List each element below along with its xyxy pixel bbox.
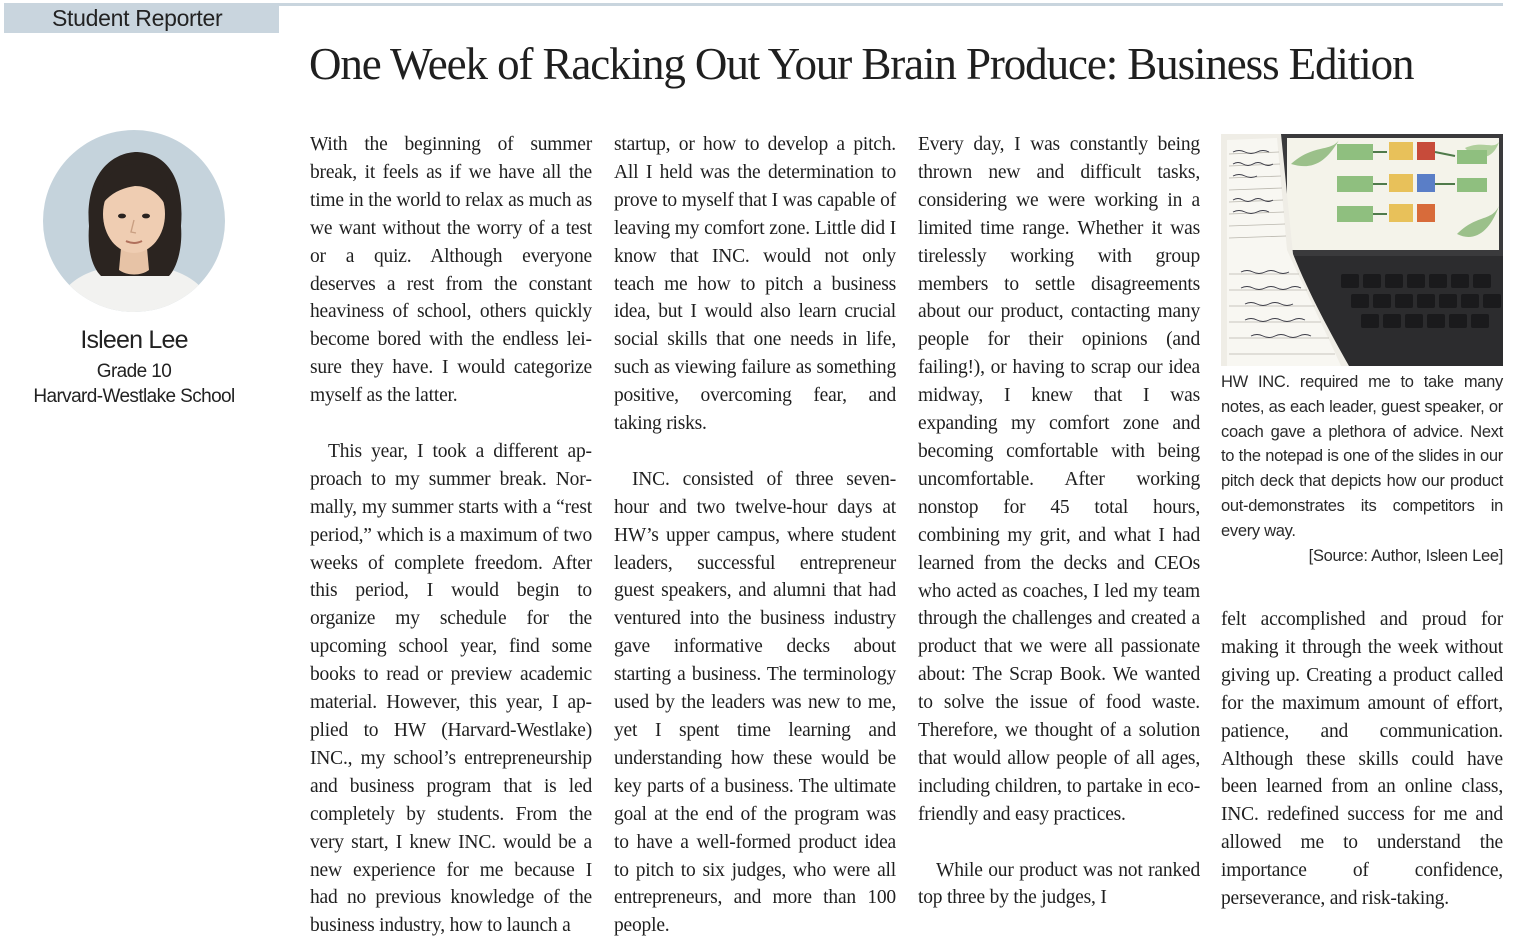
paragraph: This year, I took a different approach to my summer break. Normally, my summer starts with a “rest period,” which is a maximum of two weeks of complete freedom. After this period, I would begin to organize my schedule for the upcoming school year, find some books to read or preview academic material. However, this year, I applied to HW (Harvard-Westlake) INC., my school’s entrepreneurship and business program that is led completely by students. From the very start, I knew INC. would be a new experience for me because I had no previous knowledge of the business industry, how to launch a bbox=[310, 440, 592, 937]
photo-caption bbox=[1221, 370, 1503, 568]
section-label: Student Reporter bbox=[4, 3, 279, 33]
top-rule bbox=[279, 3, 1503, 6]
headline: One Week of Racking Out Your Brain Produce: Business Edition bbox=[309, 39, 1414, 89]
author-name: Isleen Lee bbox=[80, 326, 188, 354]
paragraph: With the beginning of summer break, it feels as if we have all the time in the world to relax as much as we want without the worry of a test or a quiz. Although everyone deserves a rest from the constant heaviness of school, others quickly become bored with the endless leisure they have. I would categorize myself as the latter. bbox=[310, 134, 592, 407]
avatar bbox=[43, 130, 225, 312]
caption-text: HW INC. required me to take many notes, as each leader, guest speaker, or coach gave a plethora of advice. Next to the notepad is one of the slides in our pitch deck that depicts how our product out-demonstrates its competitors in every way. bbox=[1221, 373, 1503, 540]
paragraph: startup, or how to develop a pitch. All I held was the determination to prove to myself that I was capable of leaving my comfort zone. Little did I know that INC. would not only teach me how to pitch a business idea, but I would also learn crucial social skills that one needs in life, such as viewing failure as something positive, overcoming fear, and taking risks. bbox=[614, 134, 896, 435]
caption-source: [Source: Author, Isleen Lee] bbox=[1308, 546, 1503, 565]
article-photo bbox=[1221, 134, 1503, 366]
article-column-3 bbox=[918, 131, 1200, 912]
article-column-2 bbox=[614, 131, 896, 940]
author-school: Harvard-Westlake School bbox=[33, 386, 235, 407]
author-block bbox=[0, 130, 268, 409]
article-column-4 bbox=[1221, 606, 1503, 913]
paragraph: Every day, I was constantly being thrown new and difficult tasks, considering we were working in a limited time range. Whether it was tirelessly working with group members to settle disagreements about our product, contacting many people for their opinions (and failing!), or having to scrap our idea midway, I knew that I was expanding my comfort zone and becoming comfortable with being uncomfortable. After working nonstop for 45 total hours, combining my grit, and what I had learned from the decks and CEOs who acted as coaches, I led my team through the challenges and created a product that we were all passionate about: The Scrap Book. We wanted to solve the issue of food waste. Therefore, we thought of a solution that would allow people of all ages, including children, to partake in eco-friendly and easy practices. bbox=[918, 134, 1200, 825]
paragraph: While our product was not ranked top three by the judges, I bbox=[918, 859, 1200, 909]
paragraph: INC. consisted of three seven-hour and two twelve-hour days at HW’s upper campus, where student leaders, successful entrepreneur guest speakers, and alumni that had ventured into the business industry gave informative decks about starting a business. The terminology used by the leaders was new to me, yet I spent time learning and understanding how these would be key parts of a business. The ultimate goal at the end of the program was to have a well-formed product idea to pitch to six judges, who were all entrepreneurs, and more than 100 people. bbox=[614, 468, 896, 937]
portrait-illustration bbox=[43, 130, 225, 312]
author-grade: Grade 10 bbox=[96, 361, 172, 382]
paragraph: felt accomplished and proud for making it through the week without giving up. Creating a product called for the maximum amount of effort, patience, and communication. Although these skills could have been learned from an online class, INC. redefined success for me and allowed me to understand the importance of confidence, perseverance, and risk-taking. bbox=[1221, 609, 1503, 910]
article-column-1 bbox=[310, 131, 592, 940]
notepad-and-laptop-illustration bbox=[1221, 134, 1503, 366]
